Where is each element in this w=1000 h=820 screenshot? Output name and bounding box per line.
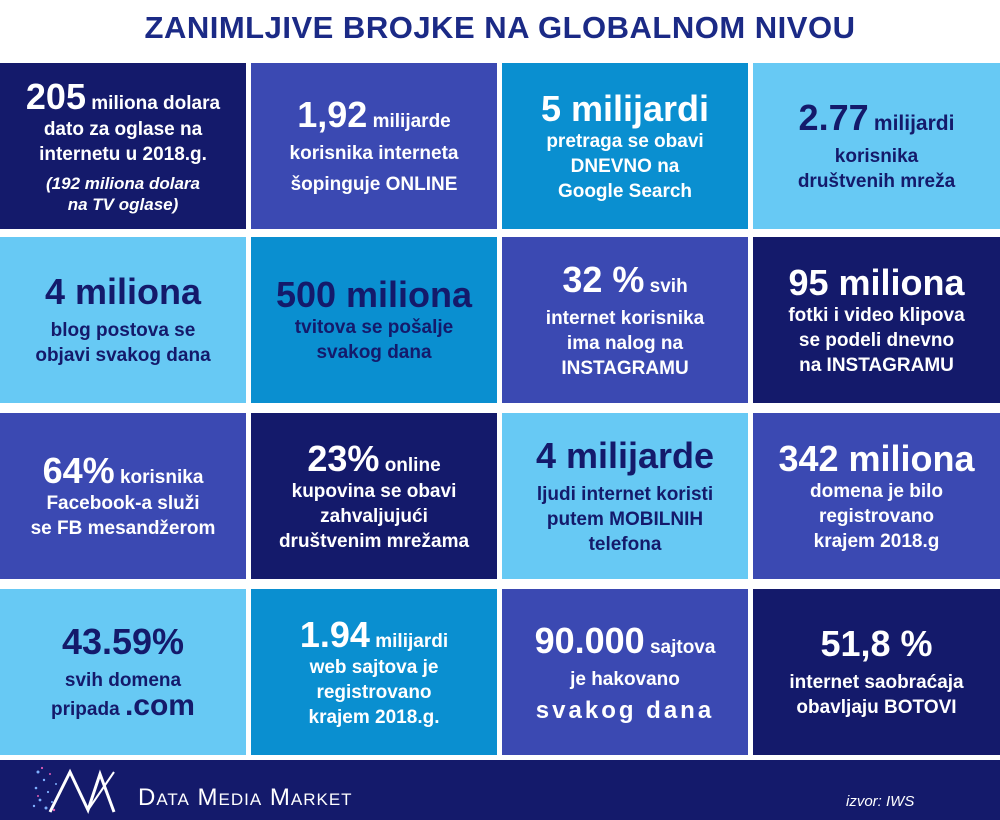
stat-tile-social-shopping [251,413,497,579]
stat-text: objavi svakog dana [35,345,211,366]
stat-text: kupovina se obavi [291,480,457,502]
stat-text: krajem 2018.g. [308,706,440,728]
stat-text: INSTAGRAMU [561,357,689,379]
stat-tile-tweets [251,237,497,403]
stat-text: korisnika interneta [289,143,459,164]
stat-number: 4 milijarde [535,434,715,476]
stat-tile-blog-posts [0,237,246,403]
stat-text: internetu u 2018.g. [39,144,207,165]
stat-text: korisnika [834,146,919,167]
stat-number: 43.59% [61,621,185,662]
stat-number: 342 miliona [778,437,975,479]
stat-number: 51,8 % [820,623,933,664]
stat-text: se podeli dnevno [798,329,955,351]
stat-number: 1.94 [299,613,370,655]
stat-text: svih domena [64,670,182,691]
stat-text: zahvaljujući [320,505,428,527]
stat-number: 23% [307,437,380,479]
stat-tile-hacked-sites [502,589,748,755]
stat-text: obavljaju BOTOVI [796,697,957,718]
stat-tile-domains [753,413,1000,579]
stat-text: ljudi internet koristi [536,483,714,505]
stat-text: domena je bilo [809,480,944,502]
stat-text: putem MOBILNIH [546,508,704,530]
stat-text: web sajtova je [309,656,439,678]
stat-tile-google-searches [502,63,748,229]
stat-tile-bot-traffic [753,589,1000,755]
stat-text: milijardi [375,630,449,652]
stat-text: miliona dolara [91,93,221,114]
stat-text: pripada [51,699,120,720]
stat-tile-mobile-users [502,413,748,579]
source-credit: izvor: IWS [846,793,915,810]
stat-number: 90.000 [534,620,645,661]
stat-tile-instagram-users [502,237,748,403]
brand-name: Data Media Market [138,784,353,811]
stat-tile-social-users [753,63,1000,229]
stat-text: DNEVNO na [570,155,680,177]
stat-number: 95 miliona [788,261,965,303]
stat-text: na INSTAGRAMU [799,354,954,376]
stat-text: korisnika [119,467,204,488]
stat-tile-websites [251,589,497,755]
stat-text: se FB mesandžerom [30,518,216,539]
stat-text: tvitova se pošalje [294,317,454,338]
stat-text: svih [649,275,688,297]
stat-text: društvenim mrežama [278,530,470,552]
stat-tile-com-domains [0,589,246,755]
stat-number: 205 [25,76,86,117]
dmm-logo-icon [30,762,130,816]
stat-tile-online-shoppers [251,63,497,229]
stat-number: 1,92 [297,94,368,135]
stat-text: ima nalog na [566,332,684,354]
stat-text: registrovano [818,505,935,527]
stat-note: (192 miliona dolara na TV oglase) [46,174,200,214]
stat-text: Facebook-a služi [46,493,200,514]
stat-number: 4 miliona [44,271,202,312]
stat-text: društvenih mreža [797,171,956,192]
stat-text: milijardi [873,112,955,135]
stat-text: Google Search [557,180,693,202]
stat-text: blog postova se [50,320,196,341]
stat-text: fotki i video klipova [788,304,965,326]
stat-text: je hakovano [570,669,680,690]
stat-number: 5 milijardi [540,87,710,129]
stat-tile-ad-spend [0,63,246,229]
stat-text: šopinguje ONLINE [290,174,458,195]
stat-text: krajem 2018.g [813,530,940,552]
stat-text: registrovano [316,681,432,703]
stat-number: 2.77 [798,97,869,138]
stat-number: 32 % [562,258,645,300]
stat-tile-fb-messenger [0,413,246,579]
stat-text: svakog dana [535,697,715,724]
stat-text: pretraga se obavi [546,130,704,152]
stat-text: .com [124,689,195,722]
stat-number: 64% [42,450,115,491]
stat-number: 500 miliona [275,274,473,315]
stat-text: milijarde [372,111,451,132]
stat-text: dato za oglase na [43,119,203,140]
stat-tile-instagram-photos [753,237,1000,403]
page-title: ZANIMLJIVE BROJKE NA GLOBALNOM NIVOU [144,10,856,45]
stat-text: sajtova [649,637,716,658]
stat-text: telefona [588,533,662,555]
stat-text: svakog dana [316,342,432,363]
stat-text: internet korisnika [545,307,705,329]
stat-text: online [384,454,441,476]
stat-text: internet saobraćaja [789,672,964,693]
